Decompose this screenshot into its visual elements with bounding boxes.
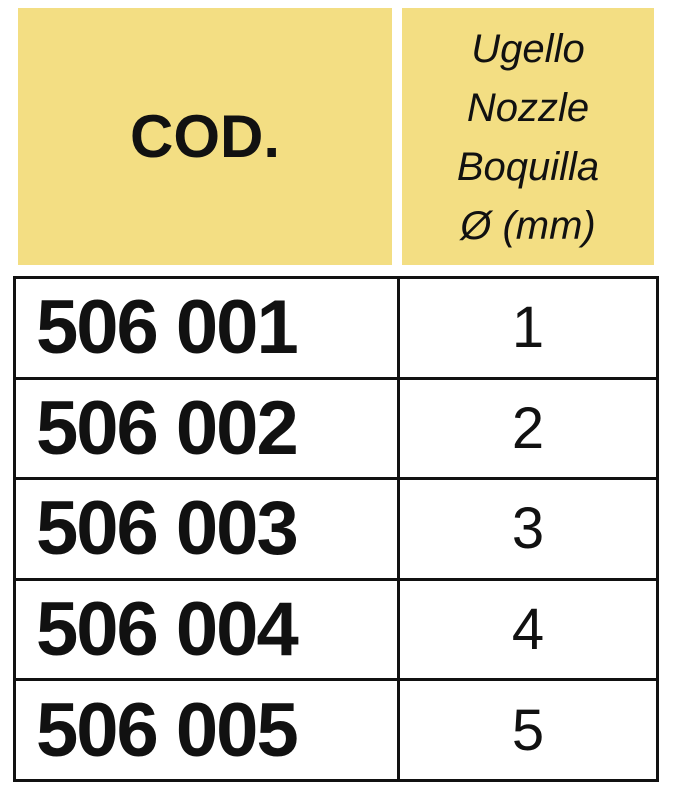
code-cell	[16, 380, 397, 478]
code-value: 506 003	[36, 486, 297, 572]
diameter-cell	[397, 380, 656, 478]
nozzle-header-line-diameter-unit: Ø (mm)	[460, 203, 596, 248]
table-row	[16, 678, 656, 779]
table-row	[16, 279, 656, 377]
diameter-cell	[397, 480, 656, 578]
diameter-value: 2	[511, 395, 545, 461]
table-row	[16, 578, 656, 679]
codes-table-body	[13, 276, 659, 782]
diameter-value: 4	[511, 597, 545, 663]
table-row	[16, 377, 656, 478]
code-value: 506 002	[36, 385, 297, 471]
nozzle-header-line-en: Nozzle	[466, 85, 590, 130]
diameter-cell	[397, 581, 656, 679]
code-value: 506 004	[36, 587, 297, 673]
header-cell-cod	[18, 8, 392, 265]
nozzle-header-line-es: Boquilla	[456, 144, 600, 189]
code-value: 506 001	[36, 285, 297, 371]
diameter-cell	[397, 681, 656, 779]
code-cell	[16, 581, 397, 679]
diameter-value: 3	[511, 496, 545, 562]
diameter-cell	[397, 279, 656, 377]
code-cell	[16, 681, 397, 779]
diameter-value: 1	[511, 295, 545, 361]
code-value: 506 005	[36, 687, 297, 773]
diameter-value: 5	[511, 697, 545, 763]
nozzle-header-line-it: Ugello	[471, 26, 585, 71]
table-row	[16, 477, 656, 578]
cod-header-label: COD.	[130, 103, 280, 170]
code-cell	[16, 279, 397, 377]
header-cell-nozzle-diameter	[402, 8, 654, 265]
code-cell	[16, 480, 397, 578]
